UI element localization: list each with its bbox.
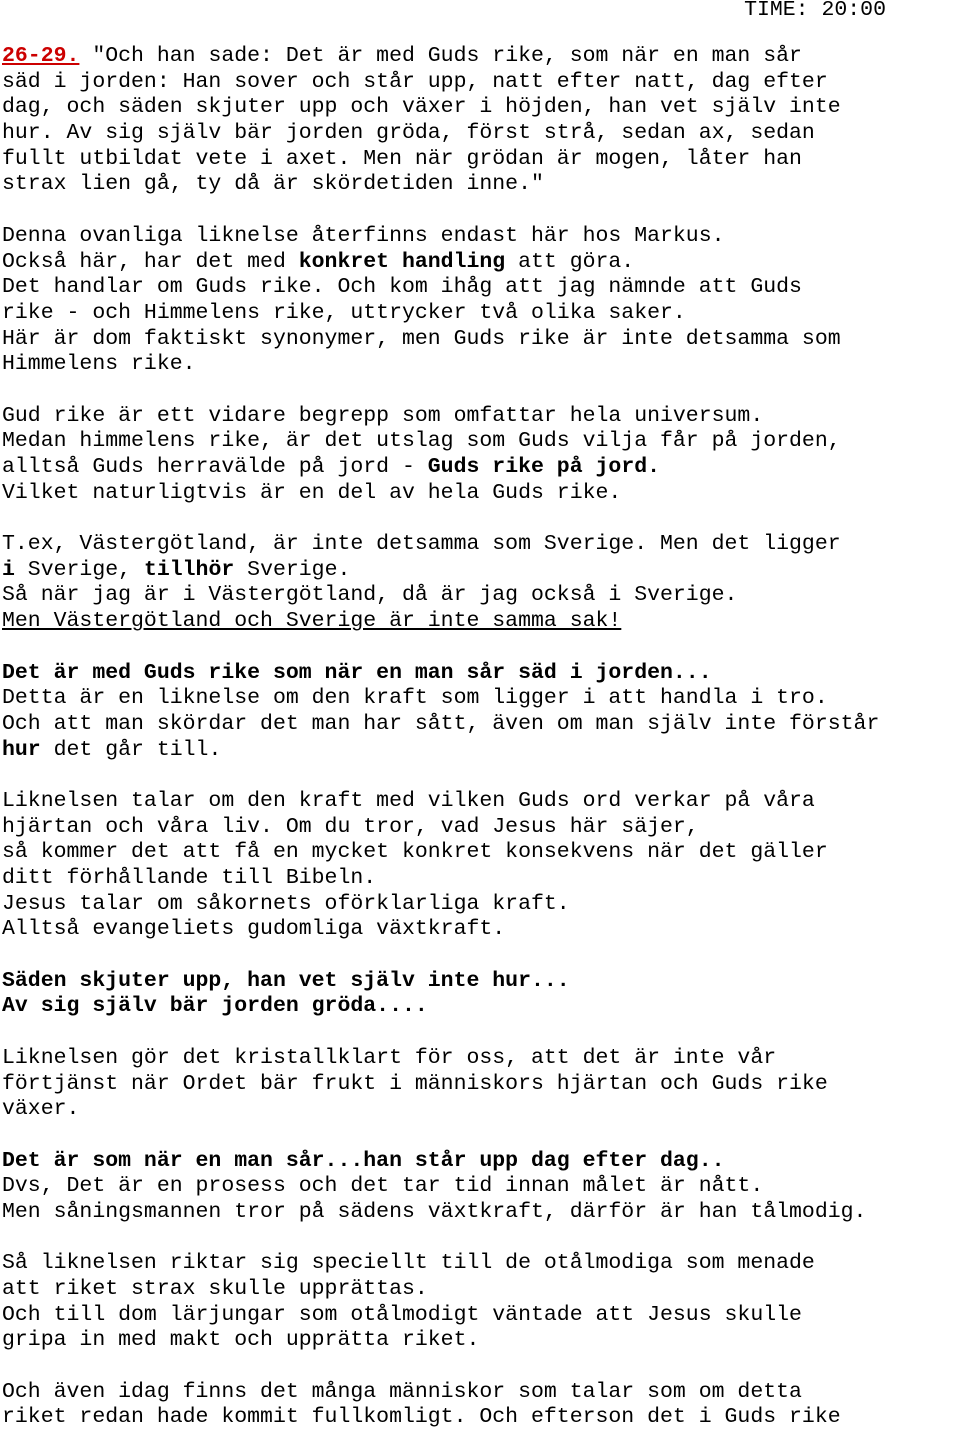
- underlined-sentence: Men Västergötland och Sverige är inte samma sak!: [2, 609, 622, 634]
- bold-phrase: konkret handling: [298, 249, 506, 274]
- verse-reference: 26-29.: [2, 44, 80, 68]
- text-line: Så liknelsen riktar sig speciellt till de otålmodiga som menade: [2, 1251, 815, 1276]
- text-line: alltså Guds herravälde på jord - Guds rike på jord.: [2, 455, 661, 479]
- commentary-paragraph: [2, 1380, 958, 1431]
- commentary-paragraph: [2, 404, 958, 507]
- text-line: Också här, har det med konkret handling att göra.: [2, 249, 635, 274]
- text-line: Och att man skördar det man har sått, även om man själv inte förstår: [2, 711, 880, 736]
- text-line: [2, 969, 958, 995]
- text-line: Och även idag finns det många människor som talar som om detta: [2, 1379, 802, 1404]
- text-line: rike - och Himmelens rike, uttrycker två olika saker.: [2, 300, 686, 325]
- text-line: T.ex, Västergötland, är inte detsamma som Sverige. Men det ligger: [2, 532, 841, 557]
- text-line: [2, 994, 958, 1020]
- paragraph-gap: [2, 1226, 958, 1252]
- text-line: Liknelsen talar om den kraft med vilken Guds ord verkar på våra: [2, 788, 815, 813]
- commentary-paragraph: [2, 532, 958, 635]
- bold-quote-paragraph: [2, 969, 958, 1020]
- text-line: Jesus talar om såkornets oförklarliga kraft.: [2, 891, 570, 916]
- paragraph-gap: [2, 1354, 958, 1380]
- text-line: gripa in med makt och upprätta riket.: [2, 1328, 480, 1353]
- text-line: fullt utbildat vete i axet. Men när grödan är mogen, låter han: [2, 146, 802, 171]
- paragraph-gap: [2, 198, 958, 224]
- text-line: Alltså evangeliets gudomliga växtkraft.: [2, 917, 506, 942]
- text-line: dag, och säden skjuter upp och växer i höjden, han vet själv inte: [2, 95, 841, 120]
- bold-word: i: [2, 557, 15, 582]
- paragraph-gap: [2, 378, 958, 404]
- text-line: hur. Av sig själv bär jorden gröda, först strå, sedan ax, sedan: [2, 121, 815, 146]
- paragraph-gap: [2, 1020, 958, 1046]
- time-header: TIME: 20:00: [744, 0, 886, 22]
- text-line: Men såningsmannen tror på sädens växtkraft, därför är han tålmodig.: [2, 1199, 867, 1224]
- bold-heading-line: Av sig själv bär jorden gröda....: [2, 994, 428, 1019]
- paragraph-gap: [2, 943, 958, 969]
- text-line: Det handlar om Guds rike. Och kom ihåg att jag nämnde att Guds: [2, 275, 802, 300]
- text-line: Här är dom faktiskt synonymer, men Guds rike är inte detsamma som: [2, 326, 841, 351]
- text-line: Denna ovanliga liknelse återfinns endast här hos Markus.: [2, 223, 725, 248]
- text-line: [2, 1149, 958, 1175]
- text-line: strax lien gå, ty då är skördetiden inne.": [2, 172, 544, 197]
- text-line: Så när jag är i Västergötland, då är jag också i Sverige.: [2, 583, 738, 608]
- text-line: Detta är en liknelse om den kraft som ligger i att handla i tro.: [2, 686, 828, 711]
- text-line: Liknelsen gör det kristallklart för oss, att det är inte vår: [2, 1045, 777, 1070]
- text-line: riket redan hade kommit fullkomligt. Och efterson det i Guds rike: [2, 1405, 841, 1430]
- text-line: hjärtan och våra liv. Om du tror, vad Jesus här säjer,: [2, 814, 699, 839]
- bold-heading-line: Säden skjuter upp, han vet själv inte hur...: [2, 968, 570, 993]
- text-line: Och till dom lärjungar som otålmodigt väntade att Jesus skulle: [2, 1302, 802, 1327]
- bold-heading-line: Det är som när en man sår...han står upp dag efter dag..: [2, 1148, 725, 1173]
- text-line: Vilket naturligtvis är en del av hela Guds rike.: [2, 480, 622, 505]
- text-line: växer.: [2, 1097, 80, 1122]
- text-line: förtjänst när Ordet bär frukt i människors hjärtan och Guds rike: [2, 1071, 828, 1096]
- commentary-paragraph: [2, 661, 958, 764]
- commentary-paragraph: [2, 789, 958, 943]
- bold-word: tillhör: [143, 557, 235, 582]
- document-body: [2, 44, 958, 1431]
- paragraph-gap: [2, 506, 958, 532]
- text-line: Himmelens rike.: [2, 352, 196, 377]
- bold-word: hur: [2, 737, 41, 762]
- text-line: hur det går till.: [2, 737, 222, 762]
- text-line: så kommer det att få en mycket konkret konsekvens när det gäller: [2, 840, 828, 865]
- text-line: Gud rike är ett vidare begrepp som omfattar hela universum.: [2, 403, 764, 428]
- commentary-paragraph: [2, 1251, 958, 1354]
- paragraph-gap: [2, 763, 958, 789]
- text-line: [2, 661, 958, 687]
- scripture-quote-paragraph: [2, 44, 958, 198]
- text-line: ditt förhållande till Bibeln.: [2, 866, 377, 890]
- bold-heading-line: Det är med Guds rike som när en man sår säd i jorden...: [2, 660, 712, 685]
- text-line: i Sverige, tillhör Sverige.: [2, 557, 351, 582]
- commentary-paragraph: [2, 1046, 958, 1123]
- text-line: säd i jorden: Han sover och står upp, natt efter natt, dag efter: [2, 69, 828, 94]
- text-line: 26-29. "Och han sade: Det är med Guds rike, som när en man sår: [2, 44, 802, 68]
- text-line: Medan himmelens rike, är det utslag som Guds vilja får på jorden,: [2, 429, 841, 454]
- text-line: [2, 609, 958, 635]
- text-line: att riket strax skulle upprättas.: [2, 1277, 428, 1301]
- paragraph-gap: [2, 1123, 958, 1149]
- bold-phrase: Guds rike på jord.: [427, 455, 661, 479]
- paragraph-gap: [2, 635, 958, 661]
- commentary-paragraph: [2, 1149, 958, 1226]
- commentary-paragraph: [2, 224, 958, 378]
- text-line: Dvs, Det är en prosess och det tar tid innan målet är nått.: [2, 1174, 764, 1199]
